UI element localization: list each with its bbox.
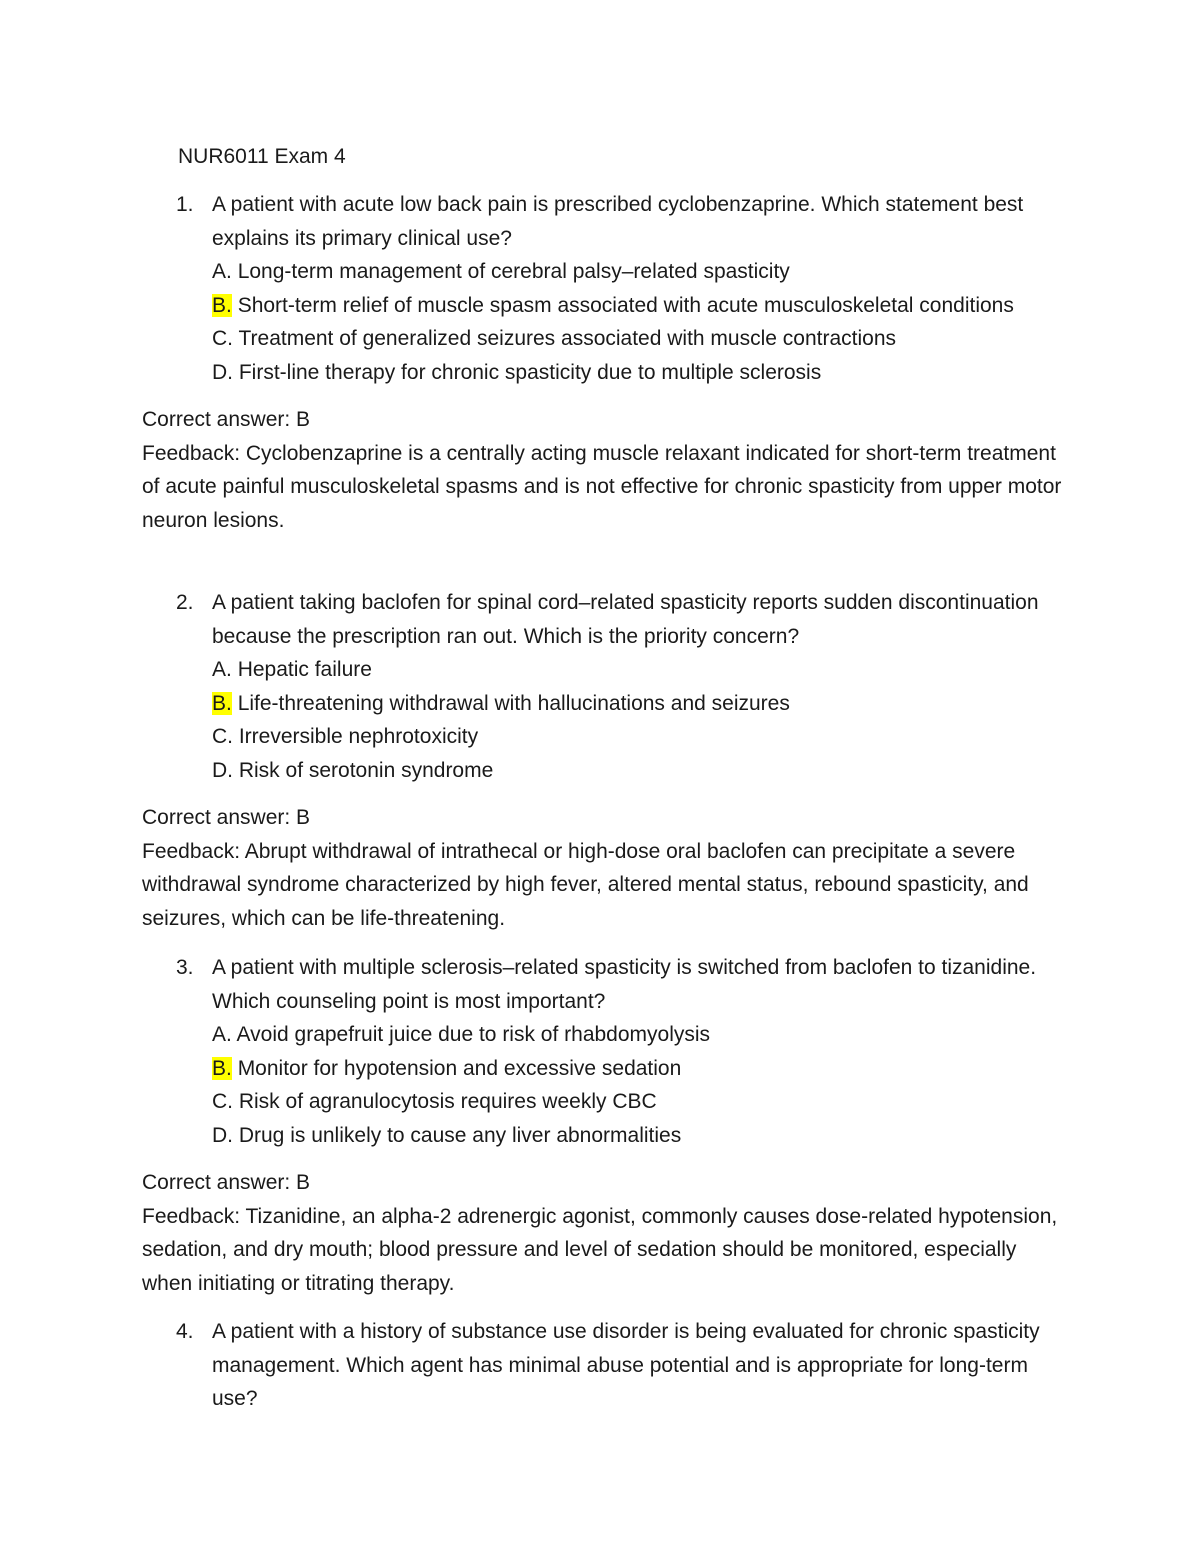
choice-text: Avoid grapefruit juice due to risk of rhabdomyolysis bbox=[236, 1023, 711, 1046]
answer-choices bbox=[142, 255, 1062, 389]
choice-text: First-line therapy for chronic spasticity due to multiple sclerosis bbox=[238, 360, 822, 384]
choice-b bbox=[212, 687, 1062, 721]
choice-text: Short-term relief of muscle spasm associated with acute musculoskeletal conditions bbox=[237, 293, 1014, 317]
question-stem: A patient with acute low back pain is prescribed cyclobenzaprine. Which statement best explains its primary clinical use? bbox=[212, 193, 1024, 250]
choice-text: Life-threatening withdrawal with hallucinations and seizures bbox=[237, 691, 790, 715]
choice-letter: C. bbox=[212, 327, 233, 350]
choice-text: Risk of serotonin syndrome bbox=[238, 758, 494, 782]
choice-c bbox=[212, 720, 1062, 754]
feedback: Feedback: Tizanidine, an alpha-2 adrenergic agonist, commonly causes dose-related hypotension, sedation, and dry mouth; blood pressure and level of sedation should be monitored, especially when initiating or titrating therapy. bbox=[142, 1204, 1058, 1295]
choice-letter-highlighted: B. bbox=[212, 1056, 232, 1080]
question-stem-row bbox=[142, 188, 1062, 255]
choice-text: Hepatic failure bbox=[237, 658, 372, 681]
question-stem: A patient taking baclofen for spinal cord–related spasticity reports sudden discontinuation because the prescription ran out. Which is the priority concern? bbox=[212, 591, 1039, 648]
choice-text: Irreversible nephrotoxicity bbox=[238, 725, 479, 748]
choice-c bbox=[212, 322, 1062, 356]
choice-b bbox=[212, 1052, 1062, 1086]
choice-text: Risk of agranulocytosis requires weekly CBC bbox=[238, 1090, 657, 1113]
choice-letter: D. bbox=[212, 360, 233, 384]
choice-a bbox=[212, 255, 1062, 289]
choice-c bbox=[212, 1085, 1062, 1119]
question-stem: A patient with a history of substance use disorder is being evaluated for chronic spasticity management. Which agent has minimal abuse potential and is appropriate for long-term use? bbox=[212, 1320, 1040, 1410]
choice-b bbox=[212, 289, 1062, 323]
choice-a bbox=[212, 653, 1062, 687]
choice-letter-highlighted: B. bbox=[212, 691, 232, 715]
question-number: 1. bbox=[176, 193, 194, 216]
choice-letter: C. bbox=[212, 725, 233, 748]
choice-letter: A. bbox=[212, 1023, 232, 1046]
choice-letter: A. bbox=[212, 658, 232, 681]
question-number: 2. bbox=[176, 591, 194, 614]
answer-block bbox=[142, 1166, 1062, 1300]
correct-answer: Correct answer: B bbox=[142, 408, 311, 431]
question-stem-row bbox=[142, 586, 1062, 653]
choice-d bbox=[212, 1119, 1062, 1153]
answer-block bbox=[142, 801, 1062, 935]
choice-text: Treatment of generalized seizures associated with muscle contractions bbox=[238, 327, 897, 350]
question-stem: A patient with multiple sclerosis–related spasticity is switched from baclofen to tizanidine. Which counseling point is most important? bbox=[212, 956, 1037, 1013]
choice-letter: A. bbox=[212, 260, 232, 283]
choice-letter: D. bbox=[212, 1123, 233, 1147]
answer-choices bbox=[142, 1018, 1062, 1152]
question-number: 4. bbox=[176, 1320, 194, 1343]
choice-text: Long-term management of cerebral palsy–related spasticity bbox=[237, 260, 790, 283]
feedback: Feedback: Abrupt withdrawal of intrathecal or high-dose oral baclofen can precipitate a severe withdrawal syndrome characterized by high fever, altered mental status, rebound spasticity, and seizures, which can be life-threatening. bbox=[142, 839, 1029, 930]
question-4 bbox=[142, 1315, 1062, 1416]
question-number: 3. bbox=[176, 956, 194, 979]
choice-text: Monitor for hypotension and excessive sedation bbox=[237, 1056, 682, 1080]
choice-text: Drug is unlikely to cause any liver abnormalities bbox=[238, 1123, 682, 1147]
choice-letter-highlighted: B. bbox=[212, 293, 232, 317]
choice-d bbox=[212, 356, 1062, 390]
question-stem-row bbox=[142, 1315, 1062, 1416]
feedback: Feedback: Cyclobenzaprine is a centrally acting muscle relaxant indicated for short-term treatment of acute painful musculoskeletal spasms and is not effective for chronic spasticity from upper motor neuron lesions. bbox=[142, 441, 1062, 532]
choice-letter: D. bbox=[212, 758, 233, 782]
question-2 bbox=[142, 586, 1062, 935]
choice-a bbox=[212, 1018, 1062, 1052]
choice-d bbox=[212, 754, 1062, 788]
question-3 bbox=[142, 951, 1062, 1300]
answer-choices bbox=[142, 653, 1062, 787]
document-title: NUR6011 Exam 4 bbox=[178, 145, 346, 168]
question-stem-row bbox=[142, 951, 1062, 1018]
choice-letter: C. bbox=[212, 1090, 233, 1113]
correct-answer: Correct answer: B bbox=[142, 1171, 311, 1194]
answer-block bbox=[142, 403, 1062, 537]
correct-answer: Correct answer: B bbox=[142, 806, 311, 829]
question-1 bbox=[142, 188, 1062, 537]
